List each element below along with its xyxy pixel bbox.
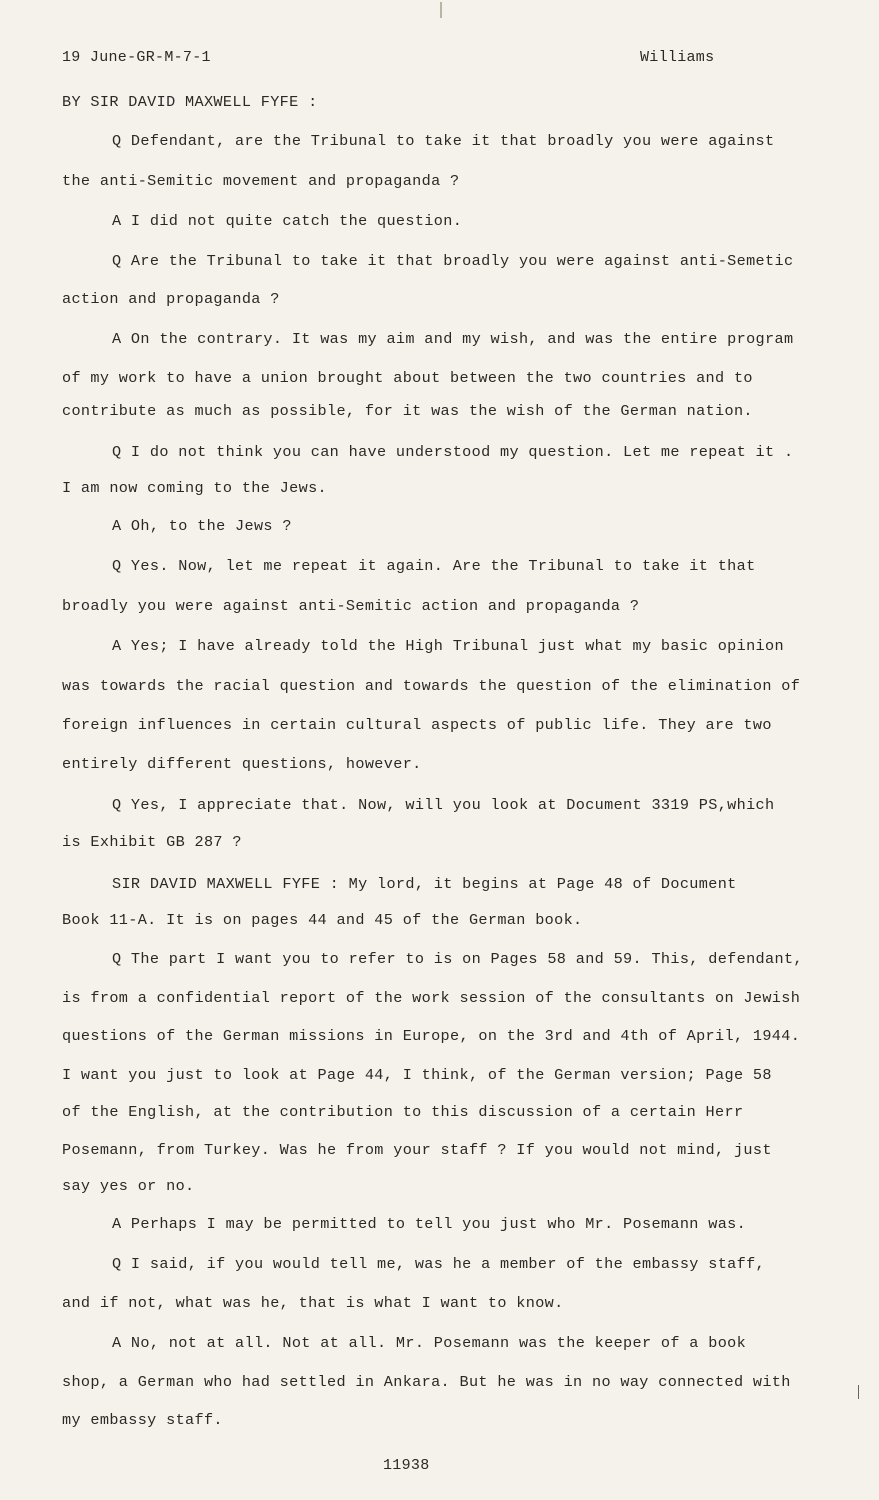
transcript-line: Q Are the Tribunal to take it that broadly you were against anti-Semetic — [112, 252, 794, 270]
transcript-line: Q I said, if you would tell me, was he a member of the embassy staff, — [112, 1255, 766, 1273]
transcript-line: Book 11-A. It is on pages 44 and 45 of the German book. — [62, 911, 583, 929]
transcript-line: shop, a German who had settled in Ankara. But he was in no way connected with — [62, 1373, 791, 1391]
transcript-line: entirely different questions, however. — [62, 755, 422, 773]
transcript-line: I am now coming to the Jews. — [62, 479, 327, 497]
margin-mark — [858, 1385, 859, 1399]
transcript-line: A No, not at all. Not at all. Mr. Posemann was the keeper of a book — [112, 1334, 747, 1352]
transcript-line: foreign influences in certain cultural aspects of public life. They are two — [62, 716, 772, 734]
speaker-line: SIR DAVID MAXWELL FYFE : My lord, it begins at Page 48 of Document — [112, 875, 737, 893]
transcript-line: my embassy staff. — [62, 1411, 223, 1429]
transcript-line: and if not, what was he, that is what I want to know. — [62, 1294, 564, 1312]
transcript-line: action and propaganda ? — [62, 290, 280, 308]
transcript-line: A Perhaps I may be permitted to tell you just who Mr. Posemann was. — [112, 1215, 747, 1233]
paper-mark — [440, 2, 442, 18]
transcript-line: is from a confidential report of the work session of the consultants on Jewish — [62, 989, 801, 1007]
transcript-line: contribute as much as possible, for it was the wish of the German nation. — [62, 402, 753, 420]
transcript-line: of the English, at the contribution to this discussion of a certain Herr — [62, 1103, 744, 1121]
transcript-line: the anti-Semitic movement and propaganda ? — [62, 172, 460, 190]
transcript-line: Q Defendant, are the Tribunal to take it that broadly you were against — [112, 132, 775, 150]
reporter-name: Williams — [640, 49, 715, 66]
transcript-line: A On the contrary. It was my aim and my wish, and was the entire program — [112, 330, 794, 348]
transcript-line: questions of the German missions in Europe, on the 3rd and 4th of April, 1944. — [62, 1027, 801, 1045]
transcript-line: Q Yes, I appreciate that. Now, will you look at Document 3319 PS,which — [112, 796, 775, 814]
transcript-line: Q Yes. Now, let me repeat it again. Are the Tribunal to take it that — [112, 557, 756, 575]
transcript-line: A Yes; I have already told the High Tribunal just what my basic opinion — [112, 637, 784, 655]
document-reference: 19 June-GR-M-7-1 — [62, 49, 211, 66]
transcript-line: was towards the racial question and towards the question of the elimination of — [62, 677, 801, 695]
transcript-line: I want you just to look at Page 44, I think, of the German version; Page 58 — [62, 1066, 772, 1084]
transcript-line: A I did not quite catch the question. — [112, 212, 463, 230]
page-number: 11938 — [383, 1457, 430, 1474]
speaker-heading: BY SIR DAVID MAXWELL FYFE : — [62, 93, 318, 111]
transcript-line: say yes or no. — [62, 1177, 195, 1195]
transcript-line: broadly you were against anti-Semitic action and propaganda ? — [62, 597, 640, 615]
transcript-line: Q The part I want you to refer to is on Pages 58 and 59. This, defendant, — [112, 950, 803, 968]
transcript-line: A Oh, to the Jews ? — [112, 517, 292, 535]
transcript-line: Q I do not think you can have understood my question. Let me repeat it . — [112, 443, 794, 461]
transcript-line: Posemann, from Turkey. Was he from your staff ? If you would not mind, just — [62, 1141, 772, 1159]
transcript-line: of my work to have a union brought about between the two countries and to — [62, 369, 753, 387]
transcript-line: is Exhibit GB 287 ? — [62, 833, 242, 851]
